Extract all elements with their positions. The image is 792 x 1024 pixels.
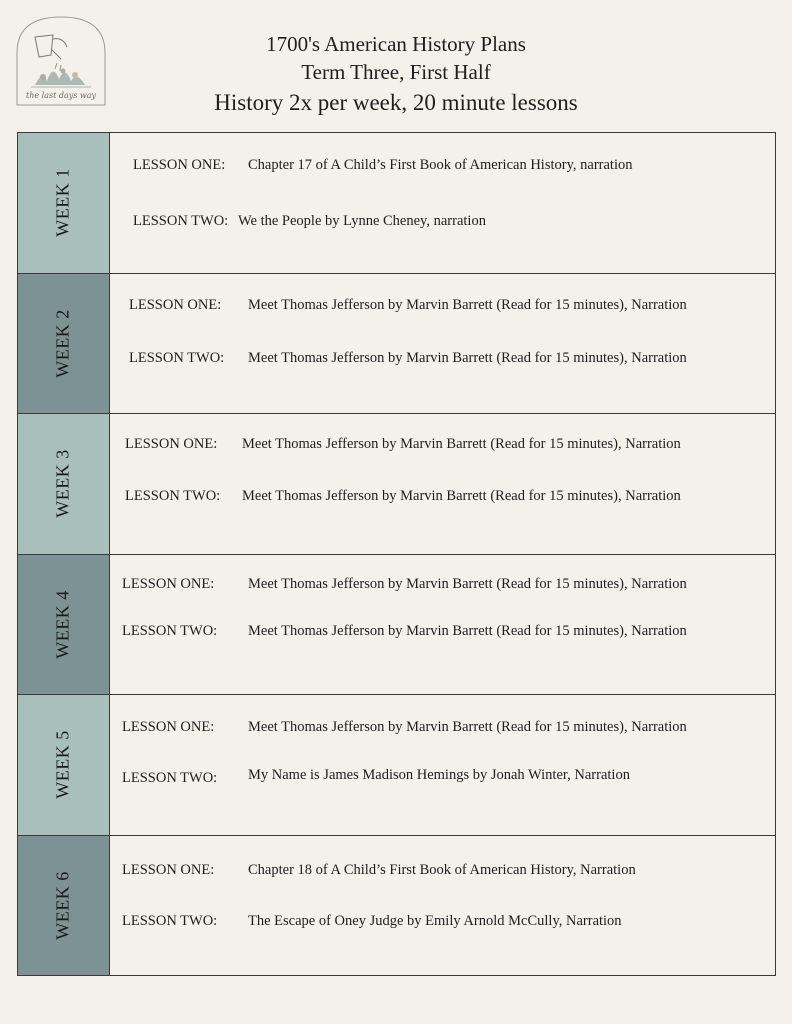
lesson-label: LESSON TWO: [122,770,218,786]
week-label: WEEK 4 [52,590,73,659]
lesson-text: The Escape of Oney Judge by Emily Arnold McCully, Narration [248,912,622,929]
lesson-text: Chapter 18 of A Child’s First Book of American History, Narration [248,861,636,878]
lesson-one [122,719,687,736]
lessons-cell [110,555,775,695]
lesson-two [129,350,687,367]
lesson-label: LESSON ONE: [129,296,222,313]
lesson-text: Meet Thomas Jefferson by Marvin Barrett (Read for 15 minutes), Narration [248,622,687,639]
lesson-one [122,862,636,879]
lesson-label: LESSON TWO: [133,213,229,229]
week-label-cell [18,695,110,835]
lesson-two [122,913,622,930]
schedule-subtitle: History 2x per week, 20 minute lessons [214,90,578,115]
lesson-text: Meet Thomas Jefferson by Marvin Barrett (Read for 15 minutes), Narration [248,349,687,366]
lessons-cell [110,695,775,835]
week-row [18,695,775,836]
lessons-cell [110,836,775,976]
lesson-label: LESSON TWO: [122,912,218,929]
week-row [18,133,775,274]
lesson-text: My Name is James Madison Hemings by Jonah Winter, Narration [248,767,630,783]
lesson-text: Meet Thomas Jefferson by Marvin Barrett (Read for 15 minutes), Narration [248,719,687,735]
lesson-label: LESSON ONE: [133,157,226,173]
week-row [18,274,775,415]
lesson-plan-table [17,132,776,976]
lessons-cell [110,274,775,414]
lesson-label: LESSON ONE: [122,575,215,592]
lesson-one [129,297,687,314]
lesson-label: LESSON ONE: [125,436,218,452]
week-label-cell [18,133,110,273]
week-label-cell [18,836,110,976]
week-label: WEEK 6 [52,871,73,940]
lesson-label: LESSON TWO: [129,349,225,366]
lesson-label: LESSON TWO: [122,622,218,639]
lessons-cell [110,414,775,554]
lesson-text: Chapter 17 of A Child’s First Book of American History, narration [248,157,633,173]
lesson-two [122,623,687,640]
lesson-one [122,576,687,593]
lesson-text: Meet Thomas Jefferson by Marvin Barrett (Read for 15 minutes), Narration [248,575,687,592]
lesson-two [125,488,681,505]
lesson-text: We the People by Lynne Cheney, narration [238,213,486,229]
week-label-cell [18,555,110,695]
svg-text:the last days way: the last days way [25,91,97,100]
week-row [18,555,775,696]
lesson-one [133,157,632,174]
week-label: WEEK 3 [52,449,73,518]
week-label: WEEK 2 [52,309,73,378]
lesson-text: Meet Thomas Jefferson by Marvin Barrett (Read for 15 minutes), Narration [242,488,681,504]
page-header [0,30,792,120]
week-row [18,836,775,976]
lesson-label: LESSON ONE: [122,719,215,735]
week-label: WEEK 1 [52,168,73,237]
lesson-label: LESSON ONE: [122,861,215,878]
lesson-two [122,767,630,784]
week-label-cell [18,414,110,554]
lesson-label: LESSON TWO: [125,488,221,504]
lesson-one [125,436,681,453]
page-title: 1700's American History Plans [266,32,526,56]
lesson-text: Meet Thomas Jefferson by Marvin Barrett (Read for 15 minutes), Narration [242,436,681,452]
lesson-text: Meet Thomas Jefferson by Marvin Barrett (Read for 15 minutes), Narration [248,296,687,313]
week-row [18,414,775,555]
lessons-cell [110,133,775,273]
lesson-two [133,213,486,230]
week-label: WEEK 5 [52,730,73,799]
term-subtitle: Term Three, First Half [301,60,491,84]
week-label-cell [18,274,110,414]
